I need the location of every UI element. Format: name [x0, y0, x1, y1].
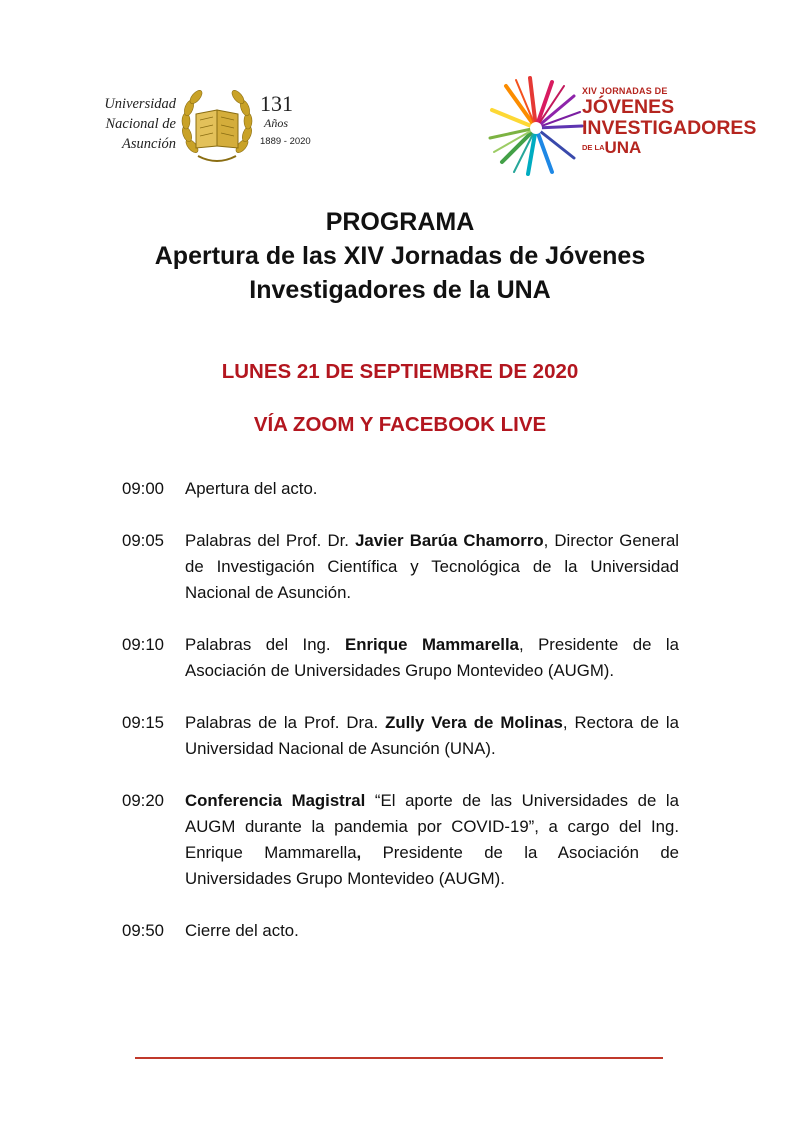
una-logo	[88, 82, 311, 168]
jornadas-line4-small: DE LA	[582, 143, 605, 152]
schedule-item	[122, 476, 679, 502]
schedule-text: , Director General de Investigación Científica y Tecnológica de la Universidad Nacional de Asunción.	[185, 531, 680, 602]
event-date: LUNES 21 DE SEPTIEMBRE DE 2020	[221, 360, 579, 383]
schedule-item	[122, 528, 679, 606]
schedule-text: Palabras del Ing.	[185, 635, 346, 654]
title-line: Apertura de las XIV Jornadas de Jóvenes	[154, 242, 646, 270]
document-header	[0, 0, 800, 190]
una-years-range: 1889 - 2020	[260, 136, 311, 147]
schedule-bold-text: Zully Vera de Molinas	[385, 713, 563, 732]
color-burst-icon	[486, 76, 586, 176]
jornadas-logo	[486, 76, 757, 176]
schedule-time: 09:20	[122, 791, 164, 810]
schedule-item	[122, 710, 679, 762]
jornadas-line2: JÓVENES	[582, 96, 675, 118]
jornadas-line4-una: UNA	[604, 138, 642, 157]
schedule-text: Apertura del acto.	[185, 479, 318, 498]
schedule-text: Palabras del Prof. Dr.	[185, 531, 356, 550]
schedule-bold-text: Conferencia Magistral	[185, 791, 366, 810]
footer-divider	[135, 1057, 663, 1059]
title-line: PROGRAMA	[325, 208, 475, 236]
una-years-label: Años	[264, 116, 288, 130]
event-venue: VÍA ZOOM Y FACEBOOK LIVE	[253, 413, 547, 436]
schedule-text: , Presidente de la Asociación de Universidades Grupo Montevideo (AUGM).	[185, 635, 679, 680]
schedule-text: “El aporte de las Universidades de la AUGM durante la pandemia por COVID-19”, a cargo del Ing. Enrique Mammarella	[185, 791, 679, 862]
schedule-list	[122, 476, 679, 970]
schedule-bold-text: ,	[356, 843, 362, 862]
jornadas-wordmark	[582, 86, 756, 157]
schedule-bold-text: Enrique Mammarella	[345, 635, 519, 654]
schedule-text: , Rectora de la Universidad Nacional de Asunción (UNA).	[185, 713, 679, 758]
schedule-text: Presidente de la Asociación de Universidades Grupo Montevideo (AUGM).	[185, 843, 679, 888]
una-name	[88, 94, 176, 154]
una-anniversary	[260, 92, 316, 147]
schedule-bold-text: Javier Barúa Chamorro	[355, 531, 544, 550]
laurel-book-emblem-icon	[178, 84, 256, 166]
jornadas-line3: INVESTIGADORES	[582, 117, 757, 139]
schedule-time: 09:15	[122, 713, 164, 732]
una-name-line: Nacional de	[105, 116, 176, 132]
una-name-line: Asunción	[122, 136, 176, 152]
schedule-time: 09:10	[122, 635, 164, 654]
schedule-item	[122, 788, 679, 892]
schedule-item	[122, 918, 679, 944]
schedule-text: Palabras de la Prof. Dra.	[185, 713, 386, 732]
schedule-text: Cierre del acto.	[185, 921, 299, 940]
document-title	[0, 205, 800, 307]
schedule-time: 09:05	[122, 531, 164, 550]
schedule-time: 09:00	[122, 479, 164, 498]
jornadas-line4	[582, 139, 756, 157]
schedule-time: 09:50	[122, 921, 164, 940]
una-name-line: Universidad	[104, 96, 176, 112]
schedule-item	[122, 632, 679, 684]
jornadas-line1: XIV JORNADAS DE	[582, 86, 668, 96]
title-line: Investigadores de la UNA	[249, 276, 551, 304]
una-years-number: 131	[260, 91, 293, 116]
